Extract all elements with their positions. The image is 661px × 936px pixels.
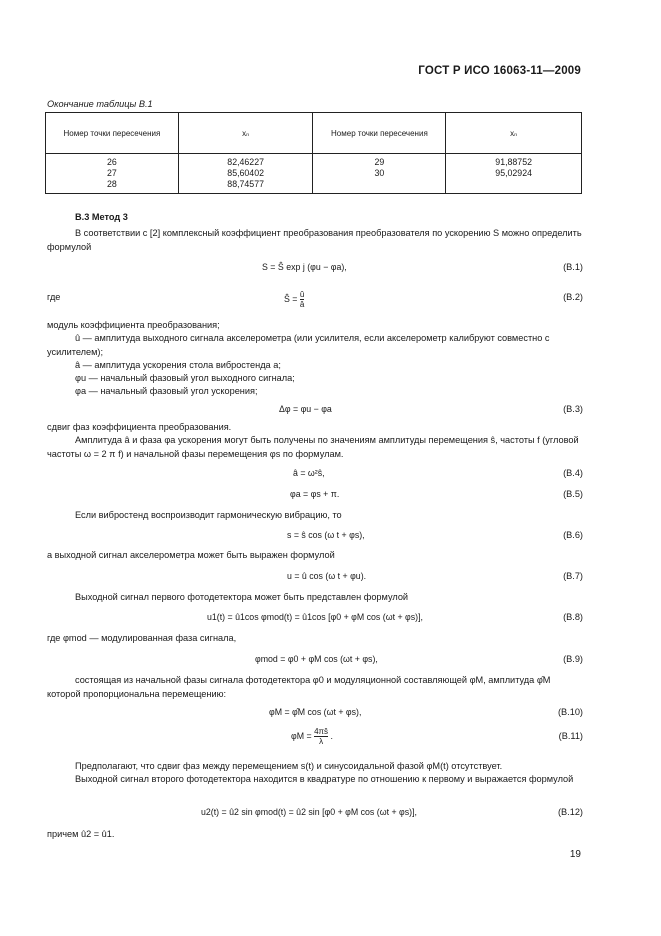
table-header-row <box>46 113 582 154</box>
equation-b7-expr: u = û cos (ω t + φu). <box>287 571 367 581</box>
equation-b7-number: (В.7) <box>563 571 583 581</box>
equation-b12-expr: u2(t) = û2 sin φmod(t) = û2 sin [φ0 + φM cos (ωt + φs)], <box>201 807 417 817</box>
definition-a: â — амплитуда ускорения стола вибростенда a; <box>75 360 281 370</box>
equation-b6 <box>47 530 583 544</box>
equation-b6-number: (В.6) <box>563 530 583 540</box>
equation-b12 <box>47 807 583 821</box>
page-number: 19 <box>569 849 581 860</box>
equation-b11-fraction <box>314 727 328 746</box>
paragraph-phase-shift: сдвиг фаз коэффициента преобразования. <box>47 422 232 432</box>
equation-b2-number: (В.2) <box>563 292 583 302</box>
equation-b10 <box>47 707 583 721</box>
col-header-point-right: Номер точки пересечения <box>313 113 446 154</box>
equation-b11-numerator: 4πŝ <box>314 727 329 736</box>
paragraph-output: а выходной сигнал акселерометра может быть выражен формулой <box>47 550 335 560</box>
equation-b3-number: (В.3) <box>563 404 583 414</box>
paragraph-modulation: состоящая из начальной фазы сигнала фотодетектора φ0 и модуляционной составляющей φM, амплитуда φ̂M которой пропорциональна перемещению: <box>47 675 551 699</box>
definition-phi-u: φu — начальный фазовый угол выходного сигнала; <box>75 373 295 383</box>
cell-points-right: 29 30 <box>313 154 446 194</box>
equation-b10-expr: φM = φ̂M cos (ωt + φs), <box>269 707 362 717</box>
equation-b4 <box>47 468 583 482</box>
paragraph-phi-mod: где φmod — модулированная фаза сигнала, <box>47 633 237 643</box>
paragraph-first-detector: Выходной сигнал первого фотодетектора может быть представлен формулой <box>75 592 409 602</box>
data-table <box>45 112 582 194</box>
equation-b8-expr: u1(t) = û1cos φmod(t) = û1cos [φ0 + φM cos (ωt + φs)], <box>207 612 423 622</box>
equation-b2-fraction <box>300 290 304 309</box>
paragraph-intro: В соответствии с [2] комплексный коэффициент преобразования преобразователя по ускорению S можно определить формулой <box>47 228 582 252</box>
definition-phi-a: φa — начальный фазовый угол ускорения; <box>75 386 258 396</box>
equation-b11 <box>47 727 583 751</box>
equation-b2-denominator: â <box>299 300 305 309</box>
equation-b8 <box>47 612 583 626</box>
equation-b2 <box>47 290 583 312</box>
definition-u: û — амплитуда выходного сигнала акселерометра (или усилителя, если акселерометр калибруют совместно с усилителем); <box>47 333 550 357</box>
equation-b8-number: (В.8) <box>563 612 583 622</box>
equation-b7 <box>47 571 583 585</box>
equation-b2-numerator: û <box>299 290 305 299</box>
paragraph-amplitude: Амплитуда â и фаза φa ускорения могут быть получены по значениям амплитуды перемещения ŝ, частоты f (угловой частоты ω = 2 π f) и начальной фазы перемещения φs по формулам. <box>47 435 579 459</box>
equation-b3 <box>47 404 583 418</box>
equation-b11-expr <box>291 727 333 746</box>
col-header-point-left: Номер точки пересечения <box>46 113 179 154</box>
col-header-x-left: xₙ <box>178 113 313 154</box>
equation-b2-lhs: Ŝ = <box>284 293 298 304</box>
cell-values-right: 91,88752 95,02924 <box>446 154 582 194</box>
equation-b1 <box>47 262 583 276</box>
where-label: где <box>47 292 61 302</box>
equation-b5-number: (В.5) <box>563 489 583 499</box>
equation-b9-expr: φmod = φ0 + φM cos (ωt + φs), <box>255 654 378 664</box>
cell-values-left: 82,46227 85,60402 88,74577 <box>178 154 313 194</box>
equation-b5 <box>47 489 583 503</box>
equation-b9-number: (В.9) <box>563 654 583 664</box>
equation-b4-number: (В.4) <box>563 468 583 478</box>
paragraph-modulus: модуль коэффициента преобразования; <box>47 320 220 330</box>
equation-b10-number: (В.10) <box>557 707 583 717</box>
paragraph-second-detector: Выходной сигнал второго фотодетектора находится в квадратуре по отношению к первому и выражается формулой <box>75 774 574 784</box>
equation-b4-expr: â = ω²ŝ, <box>293 468 325 478</box>
paragraph-assumption: Предполагают, что сдвиг фаз между перемещением s(t) и синусоидальной фазой φM(t) отсутствует. <box>75 761 503 771</box>
equation-b11-denominator: λ <box>314 736 328 746</box>
equation-b11-number: (В.11) <box>558 731 583 741</box>
col-header-x-right: xₙ <box>446 113 582 154</box>
paragraph-harmonic: Если вибростенд воспроизводит гармоническую вибрацию, то <box>75 510 342 520</box>
equation-b9 <box>47 654 583 668</box>
standard-header: ГОСТ Р ИСО 16063-11—2009 <box>418 65 581 77</box>
equation-b11-lhs: φM = <box>291 730 312 741</box>
cell-points-left: 26 27 28 <box>46 154 179 194</box>
equation-b5-expr: φa = φs + π. <box>290 489 340 499</box>
paragraph-equality: причем û2 = û1. <box>47 829 115 839</box>
section-title: В.3 Метод 3 <box>75 212 128 222</box>
equation-b1-number: (В.1) <box>563 262 583 272</box>
equation-b11-tail: . <box>330 730 333 741</box>
equation-b3-expr: Δφ = φu − φa <box>279 404 332 414</box>
equation-b6-expr: s = ŝ cos (ω t + φs), <box>287 530 365 540</box>
equation-b1-expr: S = Ŝ exp j (φu − φa), <box>262 262 347 272</box>
equation-b2-expr <box>284 290 304 309</box>
table-caption: Окончание таблицы В.1 <box>47 99 153 109</box>
equation-b12-number: (В.12) <box>557 807 583 817</box>
table-row <box>46 154 582 194</box>
